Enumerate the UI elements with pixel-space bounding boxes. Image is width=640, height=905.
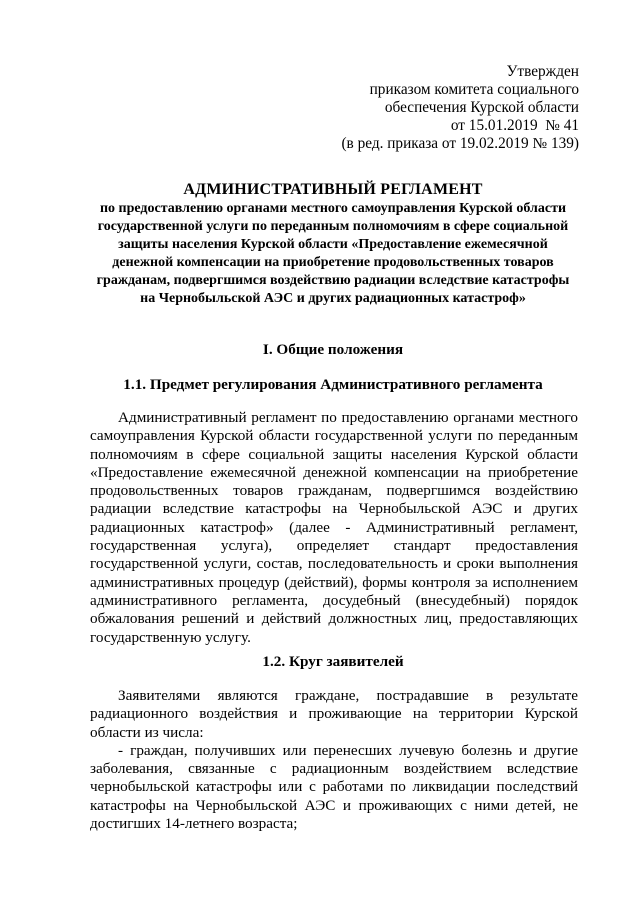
approval-date: от 15.01.2019 № 41 (450, 117, 579, 134)
approval-line: приказом комитета социального (369, 81, 579, 98)
paragraph-text: Административный регламент по предоставлению органами местного самоуправления Курской области государственной услуги по переданным полномочиям в сфере социальной защиты населения Курской области «Предоставление ежемесячной денежной компенсации на приобретение продовольственных товаров гражданам, подвергшимся воздействию радиации вследствие катастрофы на Чернобыльской АЭС и других радиационных катастроф» (далее - Административный регламент, государственная услуга), определяет стандарт предоставления государственной услуги, состав, последовательность и сроки выполнения административных процедур (действий), формы контроля за исполнением административного регламента, досудебный (внесудебный) порядок обжалования решений и действий должностных лиц, предоставляющих государственную услугу. (90, 409, 578, 646)
approval-line: Утвержден (506, 63, 579, 80)
subsection-heading: 1.2. Круг заявителей (262, 653, 404, 670)
document-subtitle: по предоставлению органами местного самоуправления Курской области государственной услуги по переданным полномочиям в сфере социальной защиты населения Курской области «Предоставление ежемесячной денежной компенсации на приобретение продовольственных товаров гражданам, подвергшимся воздействию радиации вследствие катастрофы на Чернобыльской АЭС и других радиационных катастроф» (96, 201, 570, 306)
approval-revision: (в ред. приказа от 19.02.2019 № 139) (341, 135, 579, 152)
document-title-block (90, 180, 576, 308)
subsection-heading: 1.1. Предмет регулирования Административного регламента (123, 376, 543, 393)
list-item: - граждан, получивших или перенесших лучевую болезнь и другие заболевания, связанные с радиационным воздействием вследствие чернобыльской катастрофы или с работами по ликвидации последствий катастрофы на Чернобыльской АЭС и проживающих с ними детей, не достигших 14-летнего возраста; (90, 741, 578, 833)
section-heading: I. Общие положения (262, 341, 404, 358)
approval-line: обеспечения Курской области (384, 99, 579, 116)
paragraph-text: Заявителями являются граждане, пострадавшие в результате радиационного воздействия и проживающие на территории Курской области из числа: (90, 687, 578, 741)
approval-stamp (341, 63, 579, 153)
document-title: АДМИНИСТРАТИВНЫЙ РЕГЛАМЕНТ (183, 181, 483, 198)
paragraph-applicants (90, 687, 578, 833)
paragraph-subject (90, 409, 578, 647)
